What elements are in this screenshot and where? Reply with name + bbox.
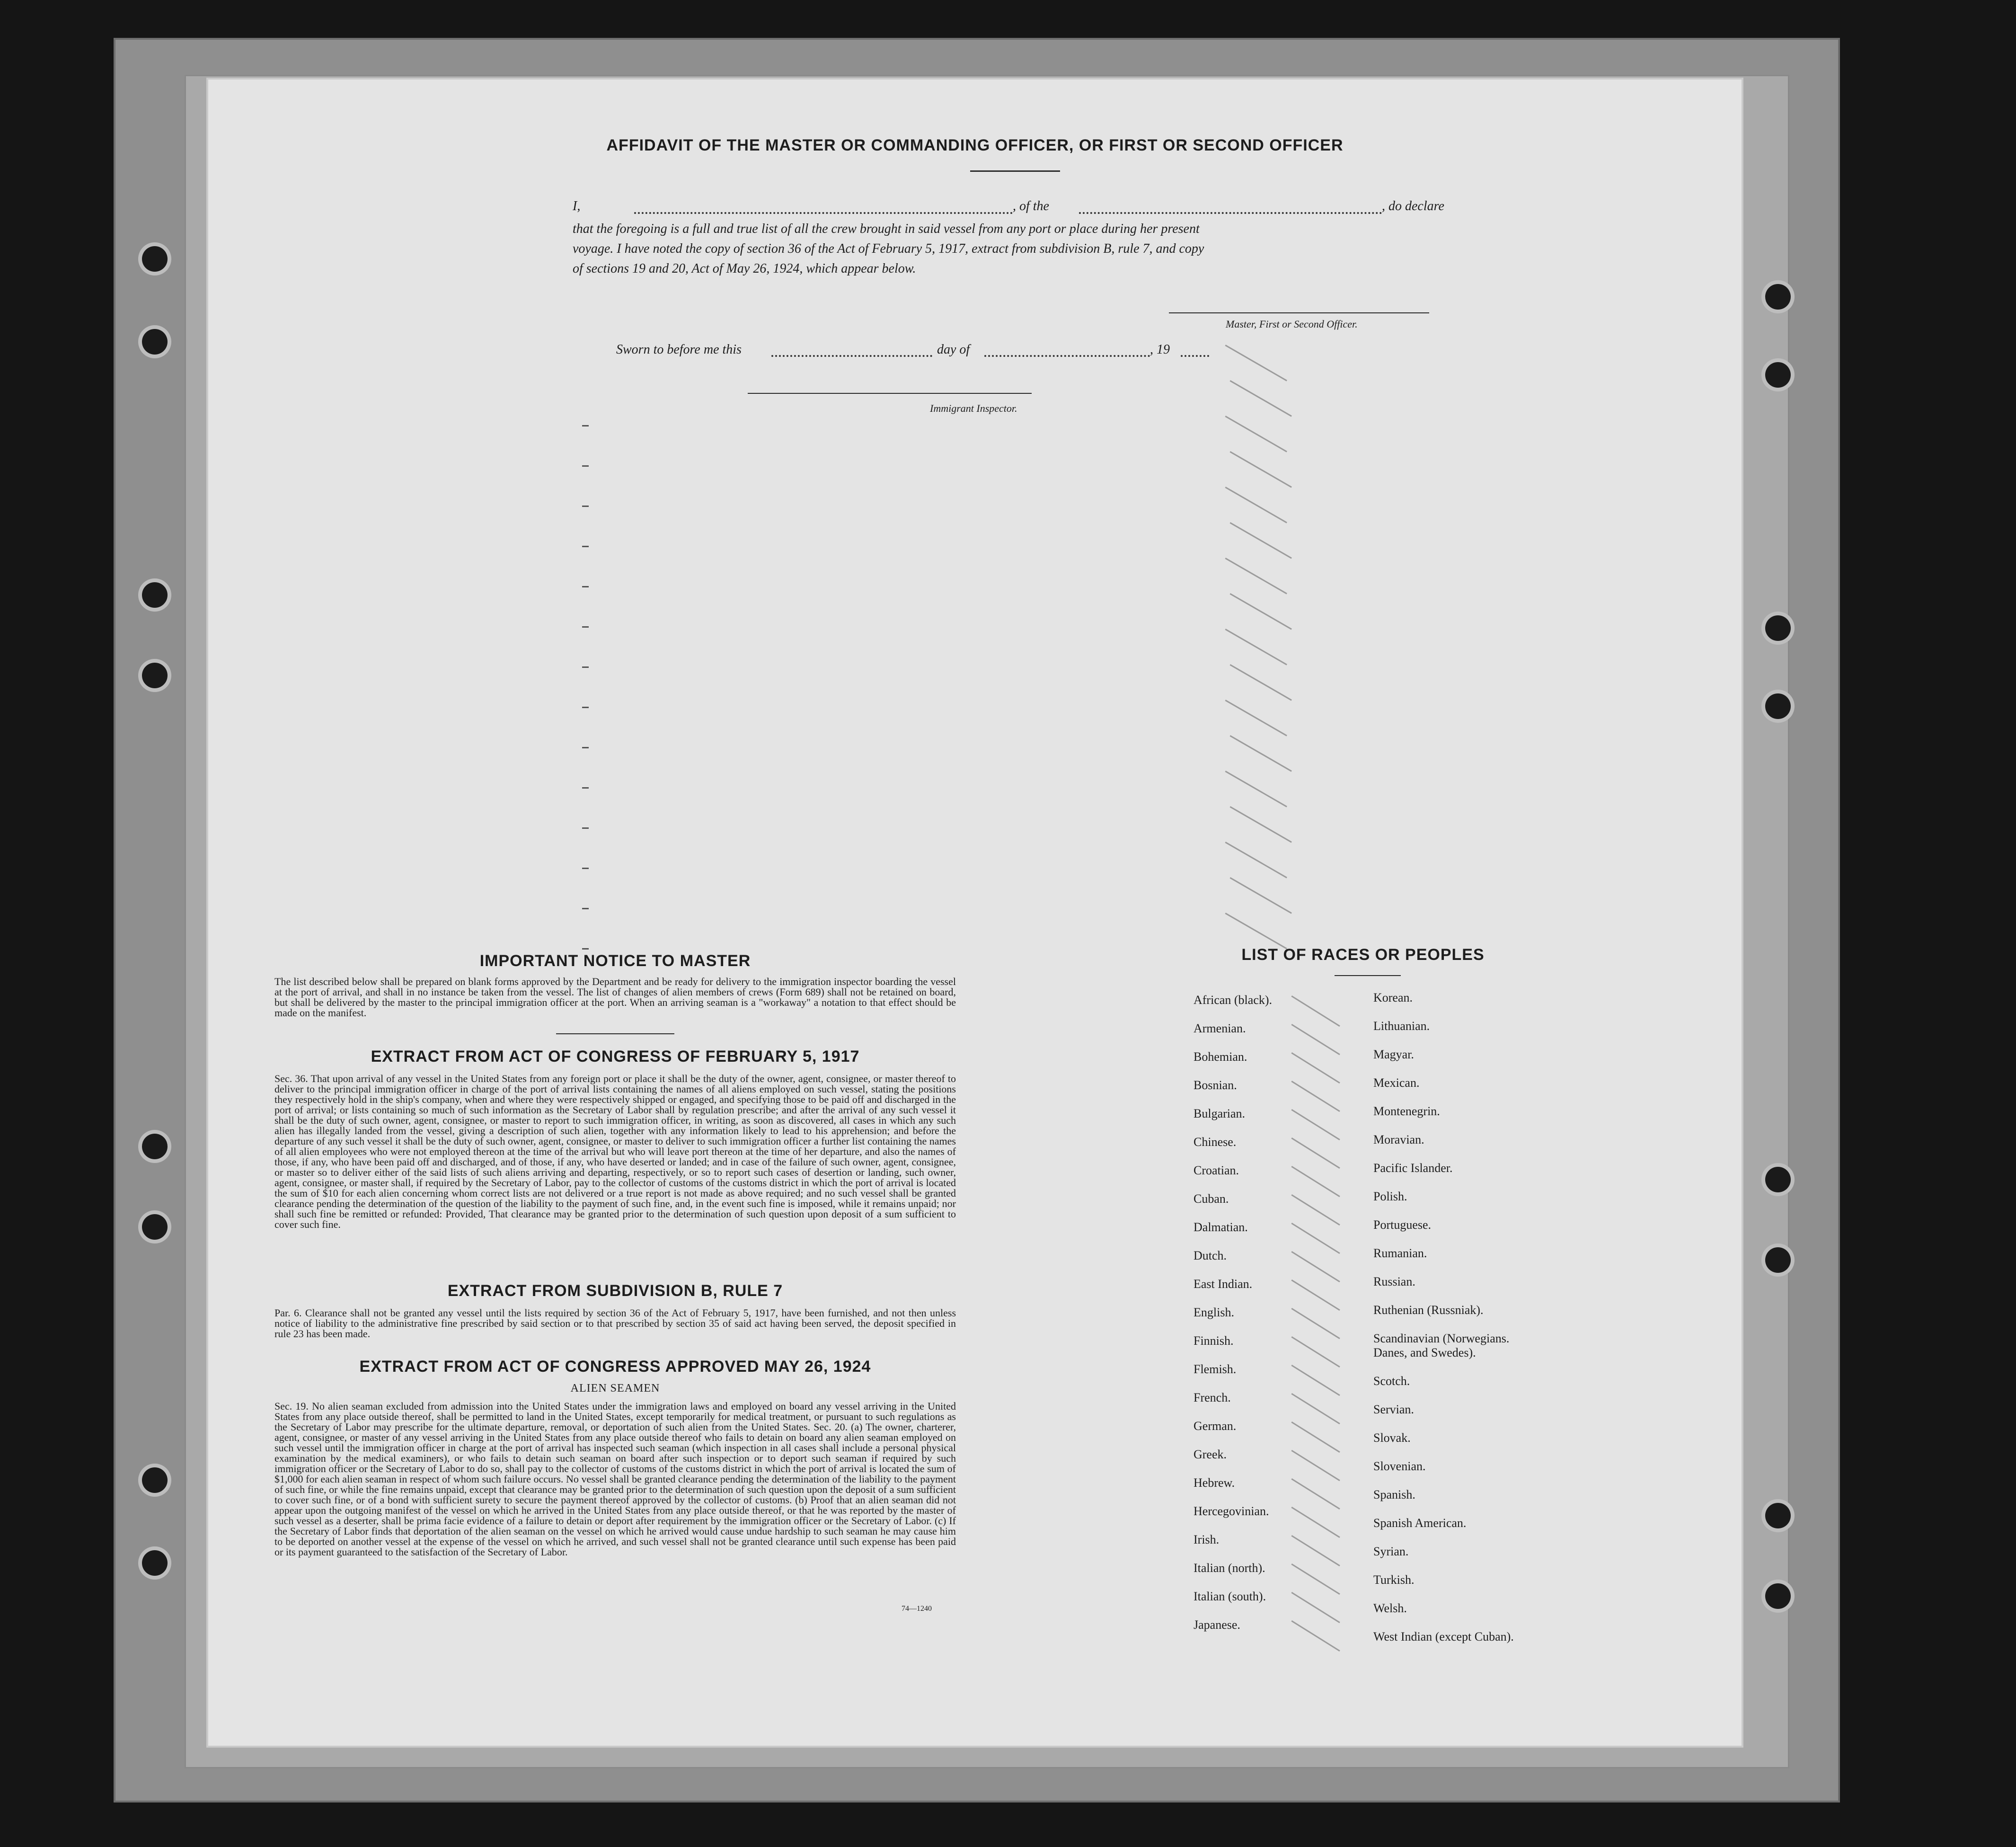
punch-hole — [142, 246, 168, 272]
form-sheet — [208, 80, 1742, 1746]
ditto-stroke — [1291, 1478, 1340, 1510]
punch-hole — [142, 1134, 168, 1159]
ditto-stroke — [1291, 1421, 1340, 1453]
extract-1924-subtitle: ALIEN SEAMEN — [570, 1382, 660, 1394]
ditto-stroke — [1230, 664, 1292, 701]
extract-1917-text: Sec. 36. That upon arrival of any vessel in the United States from any foreign port or place it shall be the duty of the owner, agent, consignee, or master thereof to deliver to the principal immigration officer in charge of the port of arrival lists containing the names of all aliens employed on such vessel, stating the positions they respectively hold in the ship's company, when and where they were respectively shipped or engaged, and specifying those to be paid off and discharged in the port of arrival; or lists containing so much of such information as the Secretary of Labor shall by regulation prescribe; and after the arrival of any such vessel it shall be the duty of such owner, agent, consignee, or master to report to such immigration officer, in writing, as soon as discovered, all cases in which any such alien has illegally landed from the vessel, giving a description of such alien, together with any information likely to lead to his apprehension; and before the departure of any such vessel it shall be the duty of such owner, agent, consignee, or master to deliver to such immigration officer a further list containing the names of all alien employees who were not employed thereon at the time of the arrival but who will leave port thereon at the time of her departure, and also the names of those, if any, who have been paid off and discharged, and of those, if any, who have deserted or landed; and in case of the failure of such owner, agent, consignee, or master so to deliver either of the said lists of such aliens arriving and departing, respectively, or so to report such cases of desertion or landing, such owner, agent, consignee, or master shall, if required by the Secretary of Labor, pay to the collector of customs of the customs district in which the port of arrival is located the sum of $10 for each alien concerning whom correct lists are not delivered or a true report is not made as above required; and no such vessel shall be granted clearance pending the determination of the question of the liability to the payment of such fine, and, in the event such fine is imposed, while it remains unpaid; nor shall such fine be remitted or refunded: Provided, That clearance may be granted prior to the determination of such question upon deposit of a sum sufficient to cover such fine. — [274, 1073, 956, 1230]
race-left-item: Cuban. — [1194, 1192, 1229, 1206]
ditto-stroke — [1225, 913, 1287, 950]
bleed-mark — [582, 787, 589, 789]
race-left-item: Croatian. — [1194, 1163, 1239, 1177]
races-title-underline — [1335, 975, 1401, 976]
punch-hole — [142, 1550, 168, 1576]
race-left-item: Italian (north). — [1194, 1561, 1265, 1575]
ditto-stroke — [1225, 700, 1287, 737]
notice-title: IMPORTANT NOTICE TO MASTER — [479, 952, 751, 970]
sworn-day-line — [771, 355, 932, 357]
ditto-stroke — [1291, 1563, 1340, 1595]
race-right-item: Slovak. — [1373, 1431, 1411, 1445]
bleed-mark — [582, 948, 589, 950]
races-title: LIST OF RACES OR PEOPLES — [1241, 946, 1485, 964]
vessel-field-line — [1079, 212, 1382, 214]
ditto-stroke — [1230, 380, 1292, 417]
race-right-item: Rumanian. — [1373, 1246, 1427, 1260]
bleed-mark — [582, 465, 589, 467]
race-right-item: Ruthenian (Russniak). — [1373, 1303, 1484, 1317]
race-left-item: Irish. — [1194, 1533, 1220, 1546]
race-left-item: English. — [1194, 1305, 1234, 1319]
ditto-stroke — [1291, 1393, 1340, 1424]
ditto-stroke — [1291, 1251, 1340, 1282]
bleed-mark — [582, 546, 589, 547]
race-left-item: Italian (south). — [1194, 1589, 1266, 1603]
race-right-item: Danes, and Swedes). — [1373, 1346, 1476, 1359]
year-label: , 19 — [1150, 342, 1170, 357]
rule7-text: Par. 6. Clearance shall not be granted any vessel until the lists required by section 36 of the Act of February 5, 1917, have been furnished, and not then unless notice of liability to the administrative fine prescribed by said section or to that prescribed by section 35 of said act having been served, the deposit specified in rule 23 has been made. — [274, 1307, 956, 1340]
ditto-stroke — [1291, 1223, 1340, 1254]
ditto-stroke — [1291, 1592, 1340, 1623]
divider — [556, 1033, 674, 1034]
bleed-mark — [582, 908, 589, 909]
race-right-item: Polish. — [1373, 1190, 1407, 1203]
ditto-stroke — [1225, 842, 1287, 879]
race-left-item: Chinese. — [1194, 1135, 1237, 1149]
race-right-item: Servian. — [1373, 1403, 1414, 1416]
race-right-item: Welsh. — [1373, 1601, 1407, 1615]
affidavit-text-line3: of sections 19 and 20, Act of May 26, 1924, which appear below. — [573, 261, 916, 276]
ditto-stroke — [1230, 451, 1292, 488]
bleed-mark — [582, 707, 589, 708]
ditto-stroke — [1291, 1081, 1340, 1112]
race-right-item: Magyar. — [1373, 1048, 1414, 1061]
affidavit-i-label: I, — [573, 199, 581, 213]
punch-hole — [1765, 362, 1791, 388]
ditto-stroke — [1230, 877, 1292, 914]
punch-hole — [142, 582, 168, 608]
notice-text: The list described below shall be prepared on blank forms approved by the Department and be ready for delivery to the immigration inspector boarding the vessel at the port of arrival, and shall in no instance be taken from the vessel. The list of changes of alien members of crews (Form 689) shall not be retained on board, but shall be delivered by the master to the principal immigration officer at the port. When an arriving seaman is a "workaway" a notation to that effect should be made on the manifest. — [274, 976, 956, 1019]
race-left-item: Bulgarian. — [1194, 1107, 1246, 1120]
affidavit-title: AFFIDAVIT OF THE MASTER OR COMMANDING OFFICER, OR FIRST OR SECOND OFFICER — [606, 136, 1344, 154]
race-right-item: Spanish. — [1373, 1488, 1415, 1501]
master-signature-caption: Master, First or Second Officer. — [1226, 318, 1358, 330]
race-left-item: Flemish. — [1194, 1362, 1237, 1376]
inspector-signature-line — [748, 393, 1032, 394]
title-underline — [970, 170, 1060, 172]
race-right-item: Mexican. — [1373, 1076, 1420, 1090]
race-right-item: Turkish. — [1373, 1573, 1415, 1587]
ditto-stroke — [1230, 806, 1292, 843]
ditto-stroke — [1230, 522, 1292, 559]
ditto-stroke — [1291, 1308, 1340, 1339]
race-left-item: Dutch. — [1194, 1249, 1227, 1262]
punch-hole — [142, 1467, 168, 1493]
race-left-item: Bohemian. — [1194, 1050, 1247, 1064]
ditto-stroke — [1291, 1279, 1340, 1311]
bleed-mark — [582, 506, 589, 507]
ditto-stroke — [1225, 629, 1287, 666]
punch-hole — [142, 1214, 168, 1240]
ditto-stroke — [1291, 1535, 1340, 1566]
ditto-stroke — [1291, 1109, 1340, 1140]
ditto-stroke — [1291, 1336, 1340, 1367]
ditto-stroke — [1225, 487, 1287, 524]
bleed-mark — [582, 868, 589, 869]
bleed-mark — [582, 747, 589, 748]
ditto-stroke — [1291, 1365, 1340, 1396]
race-right-item: Korean. — [1373, 991, 1413, 1004]
race-right-item: West Indian (except Cuban). — [1373, 1630, 1514, 1643]
race-left-item: Hebrew. — [1194, 1476, 1235, 1490]
extract-1917-title: EXTRACT FROM ACT OF CONGRESS OF FEBRUARY 5, 1917 — [371, 1048, 860, 1066]
race-right-item: Scandinavian (Norwegians. — [1373, 1332, 1510, 1345]
affidavit-do-declare-label: , do declare — [1382, 199, 1444, 213]
ditto-stroke — [1225, 345, 1287, 382]
ditto-stroke — [1291, 1166, 1340, 1197]
punch-hole — [142, 663, 168, 688]
bleed-mark — [582, 666, 589, 668]
bleed-mark — [582, 827, 589, 829]
race-left-item: Japanese. — [1194, 1618, 1240, 1632]
punch-hole — [1765, 1583, 1791, 1609]
bleed-mark — [582, 425, 589, 426]
race-right-item: Scotch. — [1373, 1374, 1410, 1388]
form-number: 74—1240 — [902, 1605, 932, 1613]
ditto-stroke — [1291, 1052, 1340, 1083]
race-right-item: Montenegrin. — [1373, 1104, 1440, 1118]
race-left-item: African (black). — [1194, 993, 1273, 1007]
sworn-label: Sworn to before me this — [616, 342, 742, 357]
punch-hole — [1765, 1167, 1791, 1192]
punch-hole — [1765, 615, 1791, 641]
race-left-item: German. — [1194, 1419, 1237, 1433]
race-left-item: Armenian. — [1194, 1021, 1246, 1035]
ditto-stroke — [1291, 1450, 1340, 1481]
ditto-stroke — [1291, 1507, 1340, 1538]
race-left-item: Greek. — [1194, 1447, 1227, 1461]
affidavit-text-line2: voyage. I have noted the copy of section 36 of the Act of February 5, 1917, extract from subdivision B, rule 7, and copy — [573, 241, 1204, 256]
race-left-item: French. — [1194, 1391, 1231, 1404]
race-left-item: Finnish. — [1194, 1334, 1234, 1348]
master-signature-line — [1169, 312, 1429, 313]
name-field-line — [634, 212, 1013, 214]
ditto-stroke — [1230, 593, 1292, 630]
ditto-stroke — [1225, 558, 1287, 595]
punch-hole — [1765, 284, 1791, 310]
ditto-stroke — [1291, 995, 1340, 1027]
race-right-item: Spanish American. — [1373, 1516, 1467, 1530]
affidavit-text-line1: that the foregoing is a full and true list of all the crew brought in said vessel from any port or place during her present — [573, 222, 1200, 236]
race-left-item: Hercegovinian. — [1194, 1504, 1269, 1518]
ditto-stroke — [1291, 1194, 1340, 1225]
ditto-stroke — [1225, 771, 1287, 808]
punch-hole — [1765, 1247, 1791, 1273]
bleed-mark — [582, 626, 589, 628]
sworn-month-line — [984, 355, 1150, 357]
punch-hole — [1765, 1503, 1791, 1528]
ditto-stroke — [1291, 1137, 1340, 1169]
ditto-stroke — [1291, 1024, 1340, 1055]
inspector-caption: Immigrant Inspector. — [930, 402, 1017, 414]
race-left-item: Bosnian. — [1194, 1078, 1237, 1092]
day-of-label: day of — [937, 342, 970, 357]
race-right-item: Syrian. — [1373, 1545, 1409, 1558]
ditto-stroke — [1225, 416, 1287, 453]
race-right-item: Russian. — [1373, 1275, 1415, 1288]
punch-hole — [142, 329, 168, 355]
sworn-year-line — [1181, 355, 1209, 357]
race-left-item: East Indian. — [1194, 1277, 1253, 1291]
ditto-stroke — [1230, 735, 1292, 772]
rule7-title: EXTRACT FROM SUBDIVISION B, RULE 7 — [447, 1282, 783, 1300]
punch-hole — [1765, 693, 1791, 719]
race-right-item: Moravian. — [1373, 1133, 1424, 1146]
race-right-item: Pacific Islander. — [1373, 1161, 1453, 1175]
race-left-item: Dalmatian. — [1194, 1220, 1248, 1234]
extract-1924-text: Sec. 19. No alien seaman excluded from admission into the United States under the immigration laws and employed on board any vessel arriving in the United States from any place outside thereof, shall be permitted to land in the United States, except temporarily for medical treatment, or pursuant to such regulations as the Secretary of Labor may prescribe for the ultimate departure, removal, or deportation of such alien from the United States. Sec. 20. (a) The owner, charterer, agent, consignee, or master of any vessel arriving in the United States from any place outside thereof who fails to detain on board any alien seaman employed on such vessel until the immigration officer in charge at the port of arrival has inspected such seaman (which inspection in all cases shall include a personal physical examination by the medical examiners), or who fails to detain such seaman on board after such inspection or to deport such seaman if required by such immigration officer or the Secretary of Labor to do so, shall pay to the collector of customs of the customs district in which the port of arrival is located the sum of $1,000 for each alien seaman in respect of whom such failure occurs. No vessel shall be granted clearance pending the determination of the liability to the payment of such fine, or while the fine remains unpaid, except that clearance may be granted prior to the determination of such question upon the deposit of a sum sufficient to cover such fine, or of a bond with sufficient surety to secure the payment thereof approved by the collector of customs. (b) Proof that an alien seaman did not appear upon the outgoing manifest of the vessel on which he arrived in the United States from any place outside thereof, or that he was reported by the master of such vessel as a deserter, shall be prima facie evidence of a failure to detain or deport after requirement by the immigration officer or the Secretary of Labor. (c) If the Secretary of Labor finds that deportation of the alien seaman on the vessel on which he arrived would cause undue hardship to such seaman he may cause him to be deported on another vessel at the expense of the vessel on which he arrived, and such vessel shall not be granted clearance until such expense has been paid or its payment guaranteed to the satisfaction of the Secretary of Labor. — [274, 1400, 956, 1558]
race-right-item: Portuguese. — [1373, 1218, 1432, 1232]
affidavit-of-the-label: , of the — [1013, 199, 1049, 213]
ditto-stroke — [1291, 1620, 1340, 1652]
race-right-item: Lithuanian. — [1373, 1019, 1430, 1033]
extract-1924-title: EXTRACT FROM ACT OF CONGRESS APPROVED MAY 26, 1924 — [359, 1358, 871, 1376]
race-right-item: Slovenian. — [1373, 1459, 1426, 1473]
bleed-mark — [582, 586, 589, 587]
